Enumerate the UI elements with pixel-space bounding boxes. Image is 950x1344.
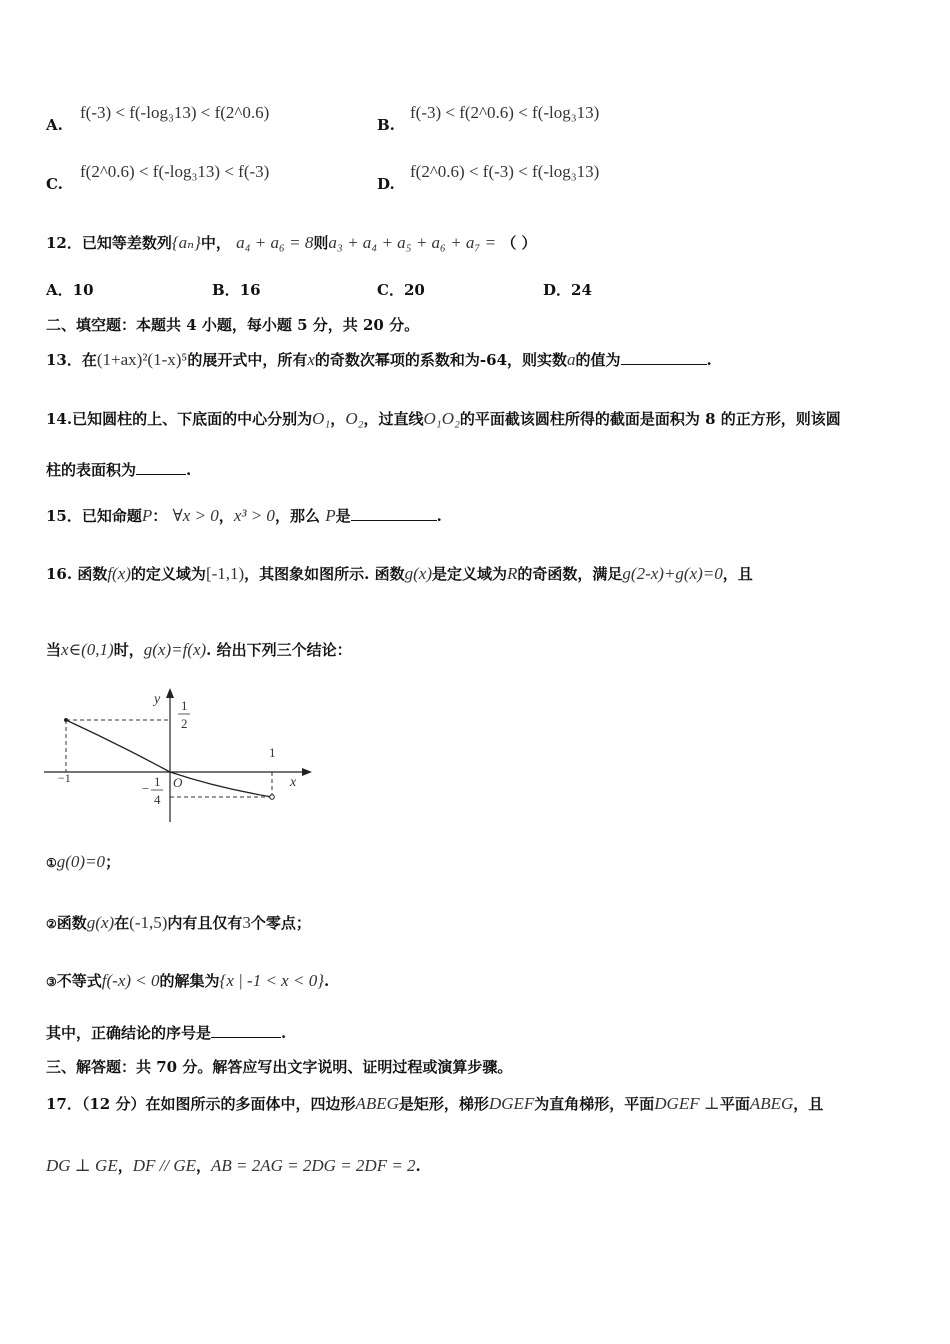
q11-option-d-label: D. bbox=[377, 175, 395, 193]
q11-option-b-label: B. bbox=[377, 116, 395, 134]
q12-then: 则 bbox=[313, 234, 329, 252]
q12-paren: （ ） bbox=[501, 234, 537, 252]
x-neg1-label: −1 bbox=[58, 771, 71, 785]
x-one-label: 1 bbox=[269, 745, 276, 760]
q16-conclusion-1: ①g(0)=0； bbox=[46, 852, 121, 871]
quarter-denominator: 4 bbox=[154, 792, 161, 807]
q16-line1: 16. 函数f(x)的定义域为[-1,1)，其图象如图所示. 函数g(x)是定义域为R的奇函数，满足g(2-x)+g(x)=0，且 bbox=[46, 564, 753, 583]
q11-option-a-expr: f(-3) < f(-log₃13) < f(2^0.6) bbox=[80, 103, 270, 122]
closed-endpoint bbox=[64, 718, 68, 722]
y-axis-arrow-icon bbox=[166, 688, 174, 698]
q13-answer-blank[interactable] bbox=[621, 350, 707, 365]
section2-heading: 二、填空题：本题共 4 小题，每小题 5 分，共 20 分。 bbox=[46, 316, 420, 334]
q12-target: a₃ + a₄ + a₅ + a₆ + a₇ = bbox=[328, 233, 497, 252]
q17-line2: DG ⊥ GE，DF // GE，AB = 2AG = 2DG = 2DF = 2. bbox=[46, 1156, 421, 1175]
q11-option-b-expr: f(-3) < f(2^0.6) < f(-log₃13) bbox=[410, 103, 600, 122]
quarter-numerator: 1 bbox=[154, 774, 161, 789]
q14-line1: 14.已知圆柱的上、下底面的中心分别为O₁，O₂，过直线O₁O₂的平面截该圆柱所得的截面是面积为 8 的正方形，则该圆 bbox=[46, 409, 841, 428]
q16-line2: 当x∈(0,1)时，g(x)=f(x). 给出下列三个结论： bbox=[46, 640, 352, 659]
q11-option-c-label: C. bbox=[46, 175, 63, 193]
q15-line: 15．已知命题P： ∀x > 0，x³ > 0，那么 P是 . bbox=[46, 506, 442, 525]
q12-prefix: 12．已知等差数列 bbox=[46, 234, 172, 252]
half-denominator: 2 bbox=[181, 716, 188, 731]
q16-conclusion-3: ③不等式f(-x) < 0的解集为{x | -1 < x < 0}. bbox=[46, 971, 330, 990]
x-label: x bbox=[290, 775, 297, 790]
q14-answer-blank[interactable] bbox=[136, 460, 186, 475]
q12-mid: 中， bbox=[200, 234, 231, 252]
q15-answer-blank[interactable] bbox=[351, 506, 437, 521]
q11-option-d-expr: f(2^0.6) < f(-3) < f(-log₃13) bbox=[410, 162, 600, 181]
q13-line: 13．在(1+ax)²(1-x)⁵的展开式中，所有x的奇数次幂项的系数和为-64，则实数a的值为 . bbox=[46, 350, 712, 369]
q11-option-c-expr: f(2^0.6) < f(-log₃13) < f(-3) bbox=[80, 162, 270, 181]
section3-heading: 三、解答题：共 70 分。解答应写出文字说明、证明过程或演算步骤。 bbox=[46, 1058, 513, 1076]
x-axis-arrow-icon bbox=[302, 768, 312, 776]
origin-label: O bbox=[173, 775, 183, 790]
q12-option-c: C．20 bbox=[377, 281, 425, 299]
q16-final: 其中，正确结论的序号是 . bbox=[46, 1024, 287, 1042]
q13-expr: (1+ax)²(1-x)⁵ bbox=[96, 350, 188, 369]
q12-seq: {aₙ} bbox=[171, 233, 201, 252]
q17-line1: 17．（12 分）在如图所示的多面体中，四边形ABEG是矩形，梯形DGEF为直角梯形，平面DGEF ⊥平面ABEG，且 bbox=[46, 1094, 824, 1113]
open-endpoint bbox=[270, 795, 275, 800]
q16-answer-blank[interactable] bbox=[211, 1023, 281, 1038]
q12-option-b: B．16 bbox=[212, 281, 261, 299]
quarter-sign: − bbox=[142, 781, 150, 796]
q12-cond: a₄ + a₆ = 8 bbox=[236, 233, 314, 252]
q12-option-a: A．10 bbox=[46, 281, 94, 299]
q11-option-a-label: A. bbox=[46, 116, 63, 134]
y-label: y bbox=[154, 692, 161, 707]
q12-option-d: D．24 bbox=[543, 281, 592, 299]
q14-line2: 柱的表面积为 . bbox=[46, 461, 192, 479]
function-curve bbox=[66, 720, 272, 797]
half-numerator: 1 bbox=[181, 698, 188, 713]
q12-line bbox=[46, 232, 537, 253]
q16-function-graph bbox=[38, 684, 318, 829]
q16-conclusion-2: ②函数g(x)在(-1,5)内有且仅有3个零点； bbox=[46, 913, 311, 932]
